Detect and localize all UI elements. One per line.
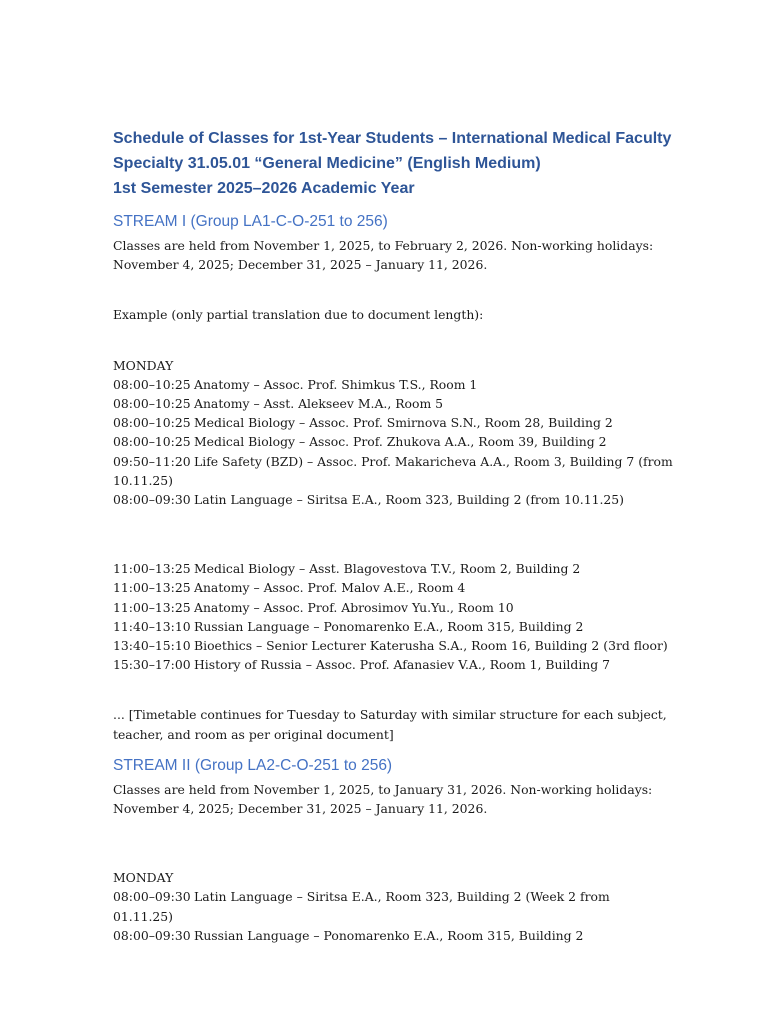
stream-1-intro [113,236,673,274]
schedule-time: 15:30–17:00 [113,657,191,673]
stream-1-heading: STREAM I (Group LA1-C-O-251 to 256) [113,213,388,230]
schedule-line [113,452,673,471]
example-note: Example (only partial translation due to document length): [113,307,484,323]
schedule-entry: Russian Language – Ponomarenko E.A., Room 315, Building 2 [194,927,584,943]
schedule-entry: Russian Language – Ponomarenko E.A., Room 315, Building 2 [194,618,584,634]
schedule-entry: Medical Biology – Asst. Blagovestova T.V., Room 2, Building 2 [194,561,581,577]
schedule-entry: Anatomy – Asst. Alekseev M.A., Room 5 [194,396,444,412]
schedule-time: 08:00–10:25 [113,376,191,392]
schedule-entry: History of Russia – Assoc. Prof. Afanasiev V.A., Room 1, Building 7 [194,657,611,673]
document-title [113,126,673,201]
document-body [113,126,673,945]
schedule-line [113,887,673,925]
schedule-line [113,655,673,674]
schedule-time: 08:00–09:30 [113,889,191,905]
schedule-line-continuation [113,471,673,490]
schedule-time: 11:00–13:25 [113,580,191,596]
schedule-line [113,578,673,597]
schedule-line [113,432,673,451]
stream-1-schedule-block-1 [113,375,673,509]
schedule-time: 08:00–10:25 [113,415,191,431]
schedule-time: 09:50–11:20 [113,453,191,469]
continuation-note-line-2: teacher, and room as per original document] [113,726,394,742]
schedule-line [113,394,673,413]
stream-2-intro-line-1: Classes are held from November 1, 2025, to January 31, 2026. Non-working holidays: [113,781,653,797]
schedule-line [113,598,673,617]
schedule-line [113,490,673,509]
schedule-time: 11:00–13:25 [113,599,191,615]
stream-1-schedule-block-2 [113,559,673,674]
stream-1-intro-line-1: Classes are held from November 1, 2025, to February 2, 2026. Non-working holidays: [113,238,654,253]
schedule-entry: Anatomy – Assoc. Prof. Shimkus T.S., Room 1 [194,376,478,392]
schedule-entry: Anatomy – Assoc. Prof. Abrosimov Yu.Yu., Room 10 [194,599,514,615]
schedule-entry: Medical Biology – Assoc. Prof. Smirnova S.N., Room 28, Building 2 [194,415,613,431]
schedule-entry: Medical Biology – Assoc. Prof. Zhukova A.A., Room 39, Building 2 [194,434,607,450]
schedule-time: 08:00–09:30 [113,492,191,508]
stream-2-intro-line-2: November 4, 2025; December 31, 2025 – January 11, 2026. [113,801,488,817]
schedule-entry: Latin Language – Siritsa E.A., Room 323, Building 2 (Week 2 from 01.11.25) [113,889,614,924]
title-line-2: Specialty 31.05.01 “General Medicine” (English Medium) [113,155,541,172]
title-line-3: 1st Semester 2025–2026 Academic Year [113,180,415,197]
stream-1-day-label: MONDAY [113,357,174,373]
schedule-line [113,636,673,655]
schedule-entry-continuation: 10.11.25) [113,472,174,488]
stream-2-schedule-block-1 [113,887,673,945]
schedule-entry: Latin Language – Siritsa E.A., Room 323, Building 2 (from 10.11.25) [194,492,624,508]
schedule-time: 11:40–13:10 [113,618,191,634]
title-line-1: Schedule of Classes for 1st-Year Students – International Medical Faculty [113,130,672,147]
schedule-entry: Life Safety (BZD) – Assoc. Prof. Makaricheva A.A., Room 3, Building 7 (from [194,453,673,469]
stream-2-day-label: MONDAY [113,870,174,886]
schedule-line [113,617,673,636]
continuation-note-line-1: ... [Timetable continues for Tuesday to Saturday with similar structure for each subject, [113,707,667,723]
stream-1-intro-line-2: November 4, 2025; December 31, 2025 – January 11, 2026. [113,257,488,273]
schedule-time: 08:00–10:25 [113,434,191,450]
stream-2-intro [113,780,673,818]
schedule-time: 08:00–10:25 [113,396,191,412]
schedule-time: 11:00–13:25 [113,561,191,577]
schedule-line [113,926,673,945]
schedule-time: 13:40–15:10 [113,638,191,654]
schedule-line [113,559,673,578]
schedule-time: 08:00–09:30 [113,927,191,943]
schedule-entry: Anatomy – Assoc. Prof. Malov A.E., Room 4 [194,580,466,596]
stream-2-heading: STREAM II (Group LA2-C-O-251 to 256) [113,756,393,774]
schedule-line [113,375,673,394]
schedule-line [113,413,673,432]
schedule-entry: Bioethics – Senior Lecturer Katerusha S.A., Room 16, Building 2 (3rd floor) [194,638,668,654]
continuation-note [113,705,673,743]
